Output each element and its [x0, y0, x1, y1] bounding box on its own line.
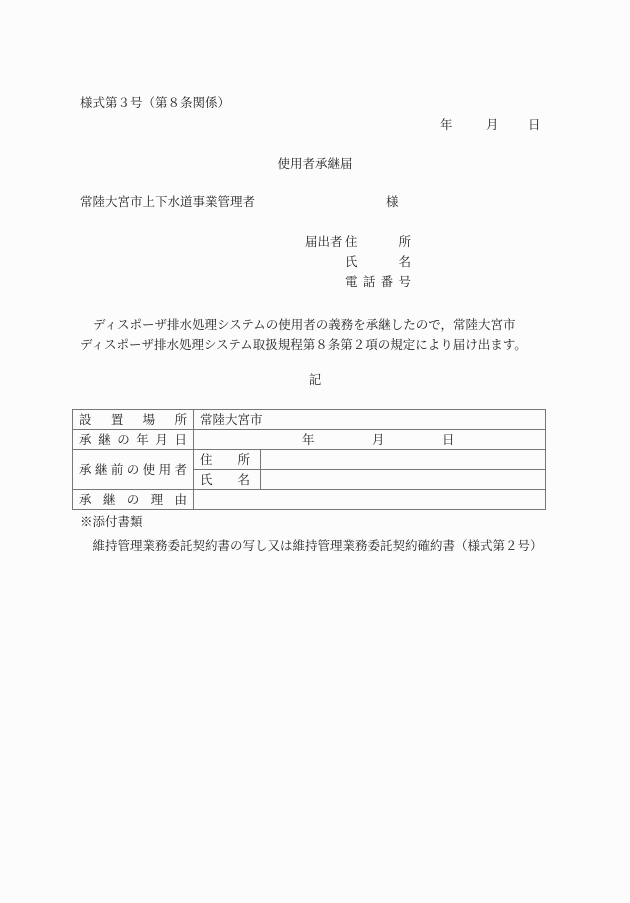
previous-user-address-value-cell[interactable]	[261, 450, 546, 470]
form-number: 様式第３号（第８条関係）	[80, 95, 231, 110]
table-row-reason	[73, 490, 546, 510]
date-month-label: 月	[486, 117, 499, 132]
succession-date-label: 承継の年月日	[79, 432, 187, 447]
date-year-label: 年	[440, 117, 453, 132]
applicant-address-label: 住所	[345, 234, 411, 249]
previous-user-address-label: 住所	[200, 452, 250, 467]
submission-date	[440, 119, 541, 132]
date-day-label: 日	[528, 117, 541, 132]
succession-month-label: 月	[372, 432, 385, 447]
location-label-cell	[73, 410, 194, 430]
reason-label-cell	[73, 490, 194, 510]
table-row-date	[73, 430, 546, 450]
reason-value-cell[interactable]	[194, 490, 546, 510]
applicant-phone-field[interactable]	[345, 276, 411, 289]
body-line-2: ディスポーザ排水処理システム取扱規程第８条第２項の規定により届け出ます。	[80, 337, 527, 352]
reason-label: 承継の理由	[79, 492, 187, 507]
table-row-previous-user-address	[73, 450, 546, 470]
succession-date-value-cell[interactable]	[194, 430, 546, 450]
addressee-name: 常陸大宮市上下水道事業管理者	[80, 194, 256, 209]
body-line-1: ディスポーザ排水処理システムの使用者の義務を承継したので，常陸大宮市	[93, 317, 516, 332]
previous-user-name-label-cell	[194, 470, 261, 490]
applicant-address-field[interactable]	[345, 236, 411, 249]
document-title: 使用者承継届	[277, 156, 353, 171]
previous-user-name-value-cell[interactable]	[261, 470, 546, 490]
date-label-cell	[73, 430, 194, 450]
succession-year-label: 年	[302, 432, 315, 447]
location-value: 常陸大宮市	[200, 412, 263, 427]
location-value-cell[interactable]	[194, 410, 546, 430]
previous-user-label-cell	[73, 450, 194, 490]
attachments-title: ※添付書類	[80, 514, 143, 529]
previous-user-address-label-cell	[194, 450, 261, 470]
table-row-location	[73, 410, 546, 430]
details-table	[72, 409, 546, 510]
applicant-name-label: 氏名	[345, 254, 411, 269]
body-paragraph	[80, 315, 550, 355]
applicant-label: 届出者	[305, 234, 343, 249]
ki-heading: 記	[308, 372, 322, 387]
applicant-name-field[interactable]	[345, 256, 411, 269]
location-label: 設置場所	[79, 412, 187, 427]
attachments-text: 維持管理業務委託契約書の写し又は維持管理業務委託契約確約書（様式第２号）	[92, 538, 543, 553]
succession-day-label: 日	[442, 432, 455, 447]
addressee-honorific: 様	[386, 194, 399, 209]
previous-user-name-label: 氏名	[200, 472, 250, 487]
applicant-phone-label: 電話番号	[345, 274, 411, 289]
previous-user-label: 承継前の使用者	[79, 462, 187, 477]
